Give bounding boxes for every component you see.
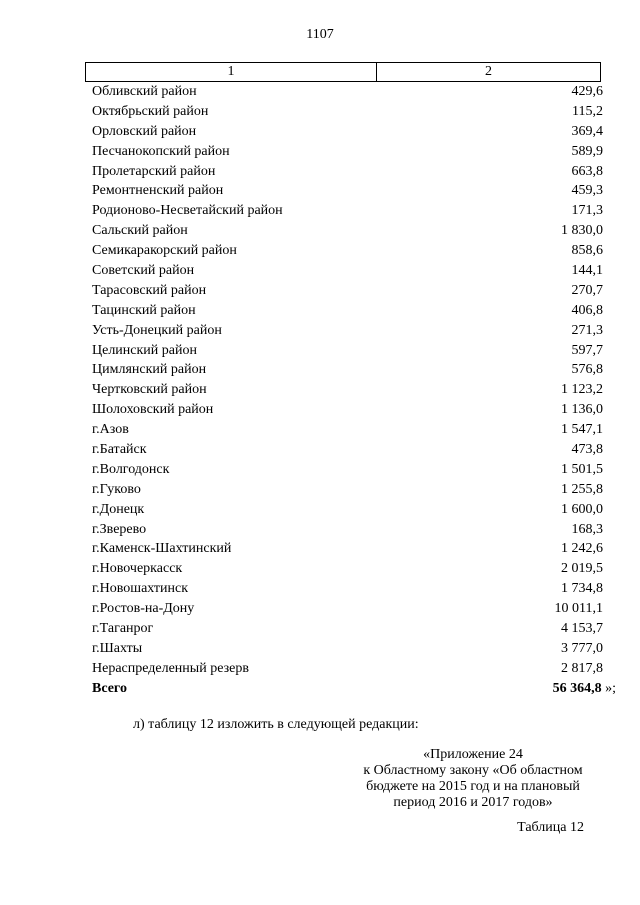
appendix-line: период 2016 и 2017 годов» <box>393 795 553 810</box>
row-name: Усть-Донецкий район <box>92 322 222 338</box>
row-name: г.Новошахтинск <box>92 581 189 597</box>
row-name: Нераспределенный резерв <box>92 660 249 676</box>
row-name: г.Донецк <box>92 501 145 517</box>
table-row <box>92 341 616 361</box>
table-row <box>92 599 616 619</box>
row-value: 1 242,6 <box>561 541 603 557</box>
table-body <box>92 82 616 699</box>
column-header-1: 1 <box>86 63 377 81</box>
table-row <box>92 520 616 540</box>
row-name: г.Гуково <box>92 481 141 497</box>
row-value: 144,1 <box>571 263 603 279</box>
appendix-line: к Областному закону «Об областном <box>363 763 583 778</box>
table-row <box>92 619 616 639</box>
row-name: Сальский район <box>92 223 188 239</box>
row-value: 1 501,5 <box>561 461 603 477</box>
row-value: 2 019,5 <box>561 561 603 577</box>
row-value: 597,7 <box>571 342 603 358</box>
row-value: 115,2 <box>572 103 603 119</box>
row-name: Семикаракорский район <box>92 243 237 259</box>
appendix-line: бюджете на 2015 год и на плановый <box>366 779 580 794</box>
row-value: 171,3 <box>571 203 603 219</box>
row-value: 1 547,1 <box>561 422 603 438</box>
table-row <box>92 102 616 122</box>
table-row <box>92 500 616 520</box>
row-value: 4 153,7 <box>561 621 603 637</box>
row-value: 1 136,0 <box>561 402 603 418</box>
row-name: г.Волгодонск <box>92 461 170 477</box>
total-row <box>92 679 616 699</box>
row-name: Орловский район <box>92 123 197 139</box>
appendix-caption <box>358 747 588 811</box>
row-name: г.Ростов-на-Дону <box>92 601 195 617</box>
table-row <box>92 480 616 500</box>
row-name: г.Шахты <box>92 640 143 656</box>
row-name: Ремонтненский район <box>92 183 224 199</box>
table-row <box>92 181 616 201</box>
table-row <box>92 360 616 380</box>
row-value: 663,8 <box>571 163 603 179</box>
row-value: 271,3 <box>571 322 603 338</box>
row-value: 576,8 <box>571 362 603 378</box>
table-row <box>92 221 616 241</box>
table-row <box>92 579 616 599</box>
total-value-cell <box>476 679 616 699</box>
row-value: 1 600,0 <box>561 501 603 517</box>
table-row <box>92 639 616 659</box>
table-row <box>92 281 616 301</box>
total-value: 56 364,8 <box>552 680 602 696</box>
row-value: 1 255,8 <box>561 481 603 497</box>
table-row <box>92 539 616 559</box>
row-value: 10 011,1 <box>554 601 603 617</box>
column-header-2: 2 <box>485 64 492 79</box>
table-row <box>92 659 616 679</box>
table-row <box>92 301 616 321</box>
table-row <box>92 201 616 221</box>
table-row <box>92 321 616 341</box>
total-label: Всего <box>92 680 127 696</box>
table-row <box>92 261 616 281</box>
row-name: г.Таганрог <box>92 621 154 637</box>
row-value: 270,7 <box>571 282 603 298</box>
row-value: 168,3 <box>571 521 603 537</box>
table-row <box>92 380 616 400</box>
row-value: 3 777,0 <box>561 640 603 656</box>
table-row <box>92 559 616 579</box>
instruction-text: л) таблицу 12 изложить в следующей редакции: <box>133 717 419 732</box>
row-name: Целинский район <box>92 342 197 358</box>
total-closing-quote: »; <box>601 680 616 696</box>
row-name: Октябрьский район <box>92 103 209 119</box>
row-value: 1 830,0 <box>561 223 603 239</box>
row-value: 429,6 <box>571 84 603 99</box>
row-value: 369,4 <box>571 123 603 139</box>
table-row <box>92 82 616 102</box>
table-row <box>92 460 616 480</box>
row-name: г.Каменск-Шахтинский <box>92 541 232 557</box>
row-value: 459,3 <box>571 183 603 199</box>
row-value: 473,8 <box>571 442 603 458</box>
appendix-line: «Приложение 24 <box>423 747 523 762</box>
table-row <box>92 420 616 440</box>
table-row <box>92 241 616 261</box>
page-number: 1107 <box>306 27 334 42</box>
row-value: 589,9 <box>571 143 603 159</box>
row-name: Чертковский район <box>92 382 207 398</box>
table-row <box>92 122 616 142</box>
row-value: 406,8 <box>571 302 603 318</box>
row-name: Пролетарский район <box>92 163 216 179</box>
row-name: Тарасовский район <box>92 282 207 298</box>
row-value: 2 817,8 <box>561 660 603 676</box>
table-row <box>92 400 616 420</box>
row-name: Советский район <box>92 263 195 279</box>
table-row <box>92 440 616 460</box>
row-name: Обливский район <box>92 84 197 99</box>
row-name: г.Батайск <box>92 442 147 458</box>
row-name: Тацинский район <box>92 302 196 318</box>
row-name: Песчанокопский район <box>92 143 230 159</box>
table-row <box>92 162 616 182</box>
row-name: Цимлянский район <box>92 362 207 378</box>
table-header <box>85 62 601 82</box>
table-label: Таблица 12 <box>517 820 584 835</box>
row-name: г.Азов <box>92 422 129 438</box>
row-value: 1 734,8 <box>561 581 603 597</box>
row-value: 1 123,2 <box>561 382 603 398</box>
row-name: Шолоховский район <box>92 402 214 418</box>
row-name: г.Зверево <box>92 521 147 537</box>
row-name: г.Новочеркасск <box>92 561 183 577</box>
row-name: Родионово-Несветайский район <box>92 203 283 219</box>
row-value: 858,6 <box>571 243 603 259</box>
table-row <box>92 142 616 162</box>
